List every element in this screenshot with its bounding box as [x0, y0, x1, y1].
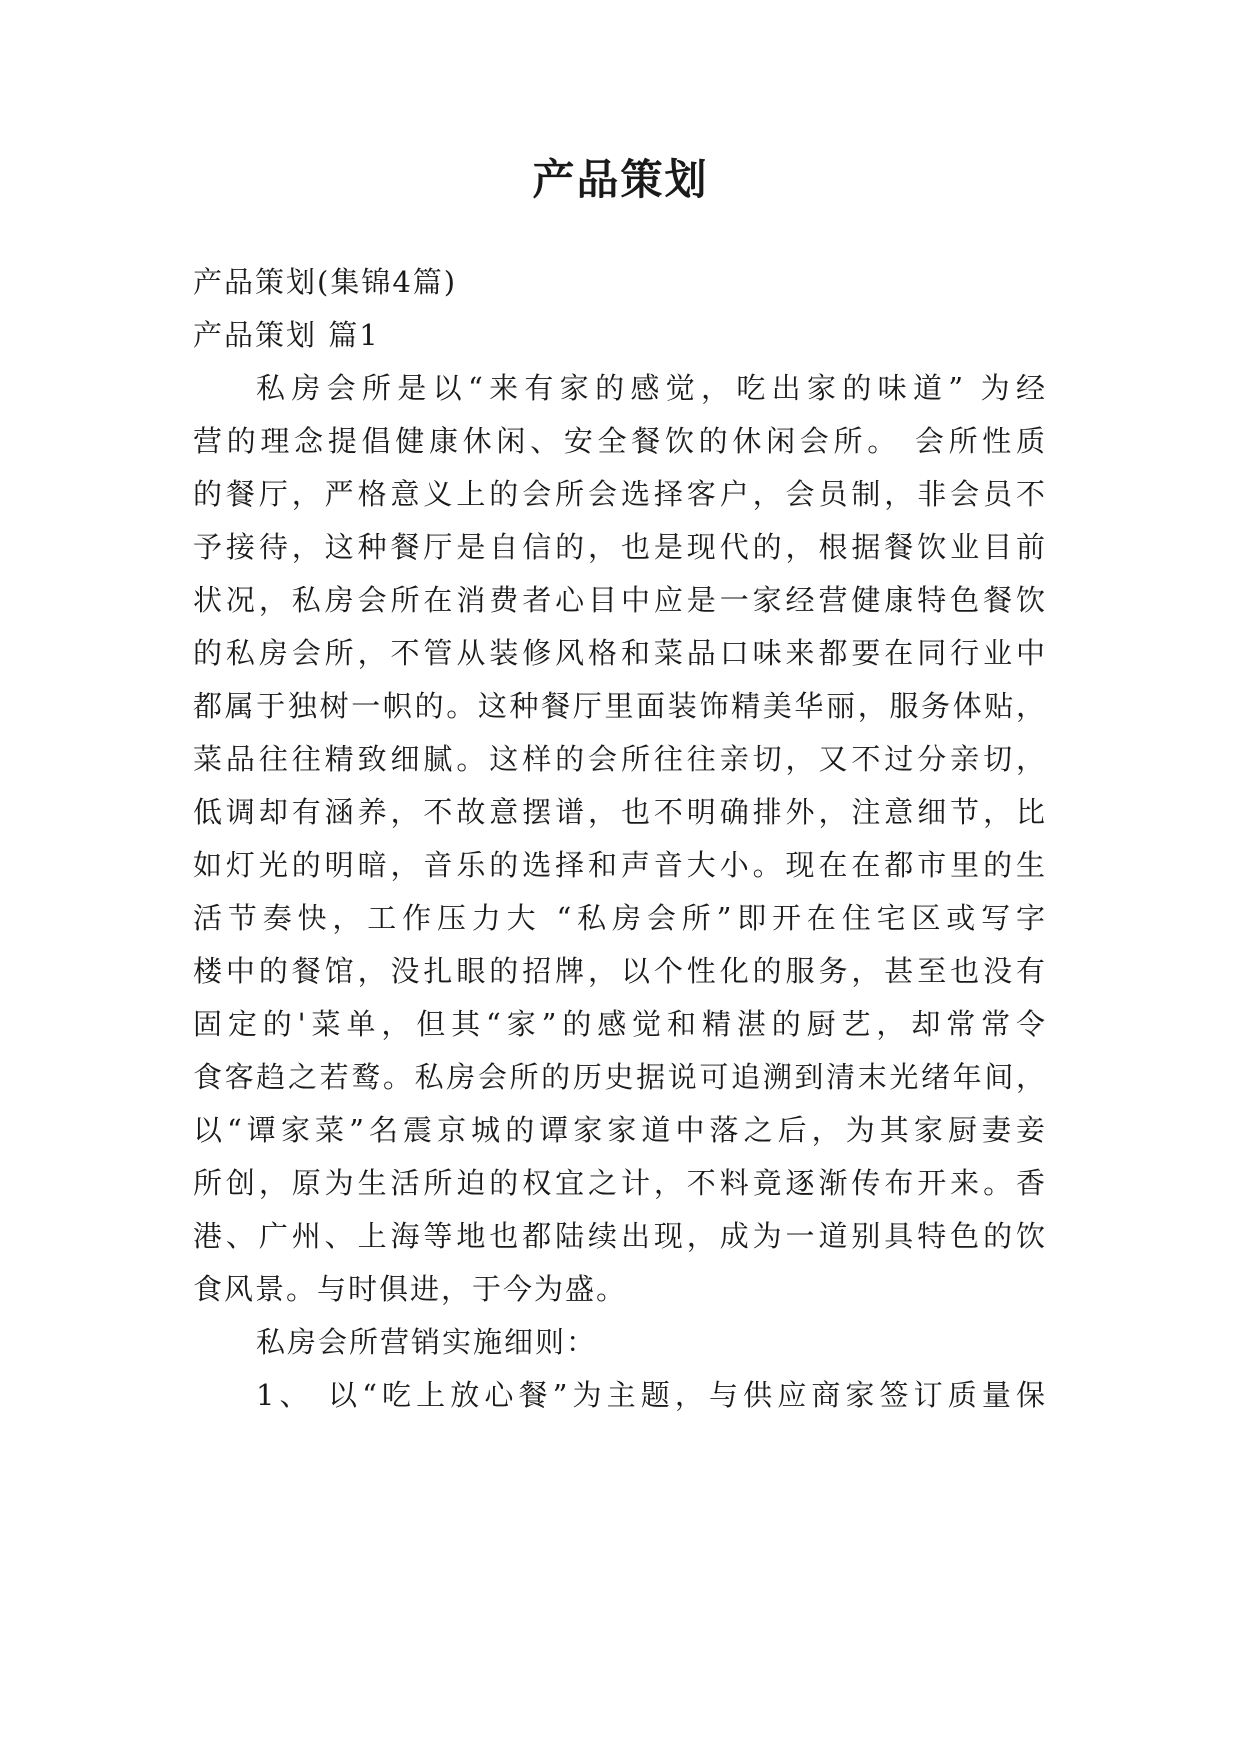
paragraph-line: 低调却有涵养，不故意摆谱，也不明确排外，注意细节，比	[193, 795, 1047, 829]
paragraph-line: 的私房会所，不管从装修风格和菜品口味来都要在同行业中	[193, 636, 1047, 670]
paragraph-line: 活节奏快，工作压力大 “私房会所”即开在住宅区或写字	[193, 901, 1047, 935]
section-heading: 产品策划 篇1	[193, 318, 380, 352]
paragraph-line: 如灯光的明暗，音乐的选择和声音大小。现在在都市里的生	[193, 848, 1047, 882]
document-title: 产品策划	[532, 155, 709, 204]
paragraph-line: 菜品往往精致细腻。这样的会所往往亲切，又不过分亲切，	[193, 742, 1047, 776]
paragraph-line: 所创，原为生活所迫的权宜之计，不料竟逐渐传布开来。香	[193, 1166, 1047, 1200]
paragraph-2: 私房会所营销实施细则：	[256, 1325, 598, 1359]
paragraph-line: 状况，私房会所在消费者心目中应是一家经营健康特色餐饮	[193, 583, 1047, 617]
paragraph-line: 私房会所是以“来有家的感觉，吃出家的味道” 为经	[256, 371, 1047, 405]
paragraph-line: 固定的'菜单，但其“家”的感觉和精湛的厨艺，却常常令	[193, 1007, 1047, 1041]
paragraph-line: 楼中的餐馆，没扎眼的招牌，以个性化的服务，甚至也没有	[193, 954, 1047, 988]
paragraph-line: 都属于独树一帜的。这种餐厅里面装饰精美华丽，服务体贴，	[193, 689, 1047, 723]
paragraph-line: 以“谭家菜”名震京城的谭家家道中落之后，为其家厨妻妾	[193, 1113, 1047, 1147]
paragraph-line: 营的理念提倡健康休闲、安全餐饮的休闲会所。 会所性质	[193, 424, 1047, 458]
paragraph-line: 予接待，这种餐厅是自信的，也是现代的，根据餐饮业目前	[193, 530, 1047, 564]
paragraph-line: 食客趋之若鹜。私房会所的历史据说可追溯到清末光绪年间，	[193, 1060, 1047, 1094]
paragraph-line: 的餐厅，严格意义上的会所会选择客户，会员制，非会员不	[193, 477, 1047, 511]
document-subtitle: 产品策划(集锦4篇)	[193, 265, 458, 299]
paragraph-line: 食风景。与时俱进，于今为盛。	[193, 1272, 628, 1306]
list-item-1: 1、 以“吃上放心餐”为主题，与供应商家签订质量保	[256, 1378, 1047, 1412]
paragraph-line: 港、广州、上海等地也都陆续出现，成为一道别具特色的饮	[193, 1219, 1047, 1253]
